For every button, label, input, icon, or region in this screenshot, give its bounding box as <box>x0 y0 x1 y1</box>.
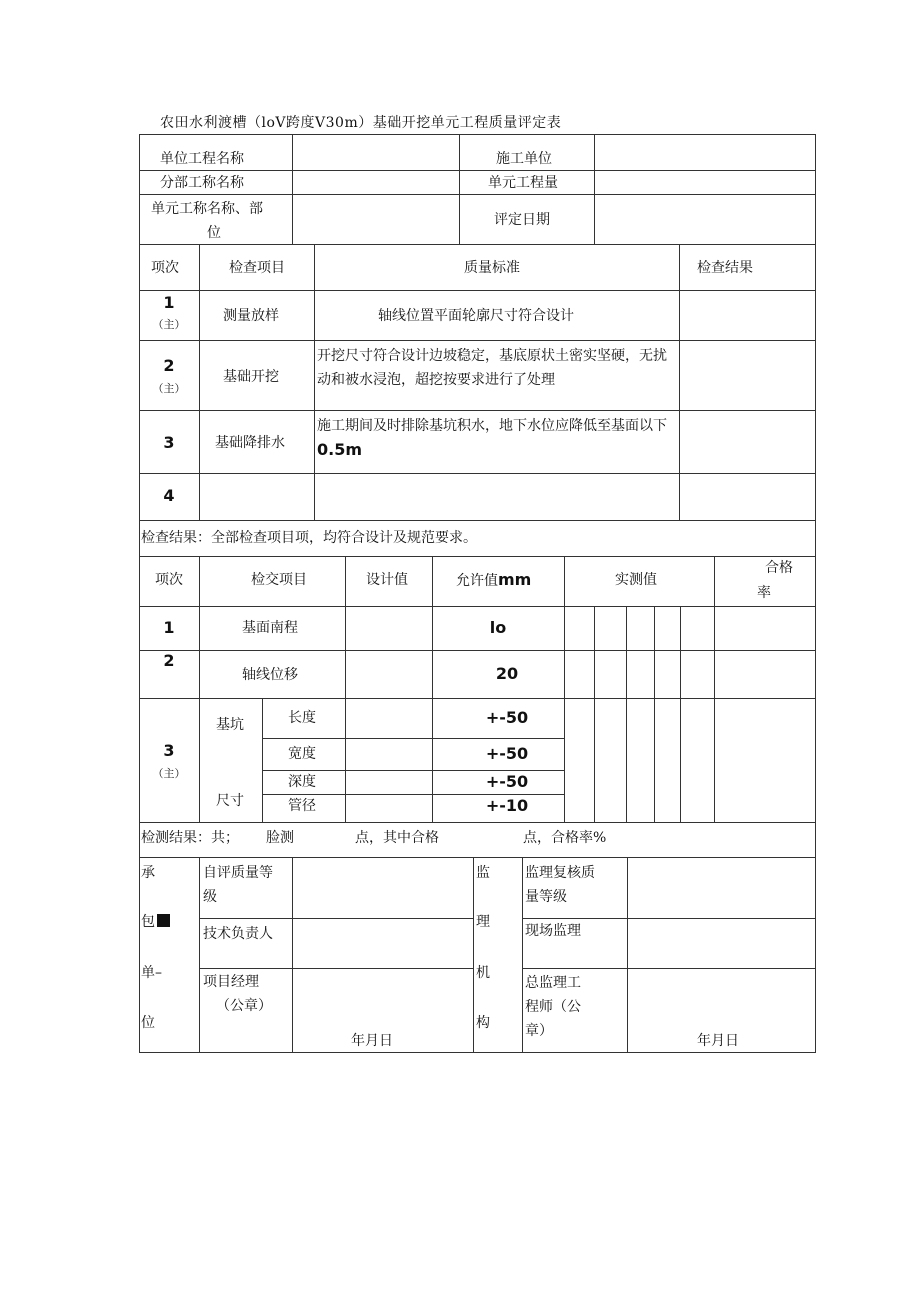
s2-col-allow-unit: mm <box>498 570 532 589</box>
s2-col-design: 设计值 <box>366 572 408 588</box>
s2-row3-group-b: 尺寸 <box>216 793 244 809</box>
element-name-label-2: 位 <box>207 225 221 241</box>
sup-grade-label-2: 量等级 <box>525 889 567 905</box>
s2-summary-a: 检测结果：共； <box>141 830 239 846</box>
contractor-char-2 <box>141 911 170 933</box>
document-title: 农田水利渡槽（loV跨度V30m）基础开挖单元工程质量评定表 <box>160 115 562 131</box>
s2-summary-c: 点，其中合格 <box>355 830 439 846</box>
s1-row4-no: 4 <box>163 486 175 505</box>
s2-row3-sub3-allow: +-50 <box>485 772 529 791</box>
s1-row1-item: 测量放样 <box>223 308 279 324</box>
s1-col-item-no: 项次 <box>151 260 179 276</box>
contractor-char-4: 位 <box>141 1015 155 1031</box>
self-grade-label-2: 级 <box>203 889 217 905</box>
chief-label-1: 总监理工 <box>525 975 581 991</box>
date-right: 年月日 <box>697 1033 739 1049</box>
supervisor-char-2: 理 <box>476 914 490 930</box>
division-name-label: 分部工称名称 <box>160 175 244 191</box>
s1-col-result: 检查结果 <box>697 260 753 276</box>
s1-row3-no: 3 <box>163 433 175 452</box>
contractor-char-1: 承 <box>141 865 155 881</box>
supervisor-char-4: 构 <box>476 1015 490 1031</box>
s2-col-pass-1: 合格 <box>765 560 793 576</box>
supervisor-char-1: 监 <box>476 865 490 881</box>
s1-row2-no: 2 <box>163 356 175 375</box>
s2-row3-sub1-item: 长度 <box>288 710 316 726</box>
element-name-label-1: 单元工称名称、部 <box>151 201 263 217</box>
s1-row3-standard-text: 施工期间及时排除基坑积水，地下水位应降低至基面以下 <box>317 418 667 434</box>
s2-row1-allow: lo <box>489 618 507 637</box>
s2-row3-no: 3 <box>163 741 175 760</box>
unit-project-name-label: 单位工程名称 <box>160 151 244 167</box>
supervisor-char-3: 机 <box>476 965 490 981</box>
s2-row2-allow: 20 <box>495 664 519 683</box>
s2-row2-item: 轴线位移 <box>242 667 298 683</box>
s1-row2-tag: （主） <box>152 382 186 395</box>
s2-col-measured: 实测值 <box>615 572 657 588</box>
s1-row1-tag: （主） <box>152 318 186 331</box>
s1-row1-no: 1 <box>163 293 175 312</box>
s2-summary-b: 脸测 <box>266 830 294 846</box>
s2-row1-no: 1 <box>163 618 175 637</box>
s2-row1-item: 基面南程 <box>242 620 298 636</box>
s2-col-item: 检交项目 <box>251 572 307 588</box>
tech-lead-label: 技术负责人 <box>203 926 273 942</box>
construction-unit-label: 施工单位 <box>496 151 552 167</box>
s2-row3-sub4-allow: +-10 <box>485 796 529 815</box>
s2-row3-sub3-item: 深度 <box>288 774 316 790</box>
contractor-char-2-text: 包 <box>141 914 155 930</box>
pm-label-1: 项目经理 <box>203 974 259 990</box>
pm-label-2: （公章） <box>216 998 272 1014</box>
s1-row2-item: 基础开挖 <box>223 369 279 385</box>
site-sup-label: 现场监理 <box>525 923 581 939</box>
s1-row1-standard: 轴线位置平面轮廓尺寸符合设计 <box>378 308 574 324</box>
chief-label-3: 章） <box>525 1023 553 1039</box>
sup-grade-label-1: 监理复核质 <box>525 865 595 881</box>
eval-date-label: 评定日期 <box>494 212 550 228</box>
black-square-icon <box>157 914 170 927</box>
s1-summary: 检查结果：全部检查项目项，均符合设计及规范要求。 <box>141 530 477 546</box>
s1-col-check-item: 检查项目 <box>229 260 285 276</box>
s1-row2-standard: 开挖尺寸符合设计边坡稳定，基底原状土密实坚硬，无扰动和被水浸泡，超挖按要求进行了处理 <box>317 348 667 388</box>
s2-row3-group-a: 基坑 <box>216 717 244 733</box>
s2-row3-sub4-item: 管径 <box>288 798 316 814</box>
s1-row3-standard-value: 0.5m <box>317 440 363 459</box>
s2-row3-sub1-allow: +-50 <box>485 708 529 727</box>
s2-row3-sub2-item: 宽度 <box>288 746 316 762</box>
contractor-char-3: 单– <box>141 965 162 981</box>
s1-col-standard: 质量标准 <box>464 260 520 276</box>
chief-label-2: 程师（公 <box>525 999 581 1015</box>
s2-row3-tag: （主） <box>152 767 186 780</box>
date-left: 年月日 <box>351 1033 393 1049</box>
unit-quantity-label: 单元工程量 <box>488 175 558 191</box>
s2-row3-sub2-allow: +-50 <box>485 744 529 763</box>
s2-col-item-no: 项次 <box>155 572 183 588</box>
s1-row3-item: 基础降排水 <box>215 435 285 451</box>
s2-col-allow <box>456 569 531 592</box>
s1-row3-standard <box>317 414 679 463</box>
s2-col-allow-text: 允许值 <box>456 573 498 589</box>
s2-summary-d: 点，合格率% <box>523 830 607 846</box>
s2-col-pass-2: 率 <box>757 585 771 601</box>
s2-row2-no: 2 <box>163 651 175 670</box>
self-grade-label-1: 自评质量等 <box>203 865 273 881</box>
